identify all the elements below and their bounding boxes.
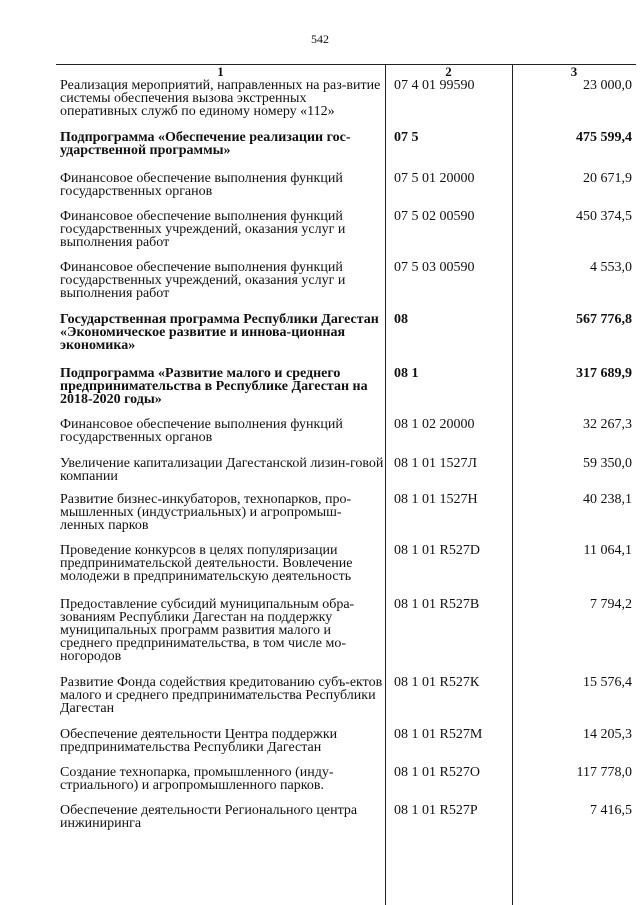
row-code: 08 1 01 R527D: [394, 543, 480, 558]
row-code: 07 5 03 00590: [394, 260, 475, 275]
row-amount: 4 553,0: [590, 260, 632, 275]
row-name: Обеспечение деятельности Регионального центра инжиниринга: [60, 803, 358, 831]
row-amount: 20 671,9: [583, 171, 632, 186]
row-name: Проведение конкурсов в целях популяризации предпринимательской деятельности. Вовлечение молодежи в предпринимательскую деятельность: [60, 543, 353, 584]
row-amount: 23 000,0: [583, 78, 632, 93]
row-amount: 475 599,4: [576, 130, 632, 145]
row-name: Создание технопарка, промышленного (инду-стриального) и агропромышленного парков.: [60, 765, 334, 793]
row-code: 08 1: [394, 366, 419, 381]
page-number: 542: [311, 32, 329, 46]
row-code: 08 1 01 1527Л: [394, 456, 477, 471]
row-name: Предоставление субсидий муниципальным обра-зованиям Республики Дагестан на поддержку муниципальных программ развития малого и среднего предпринимательства, в том числе мо-ногородов: [60, 597, 355, 664]
row-code: 08 1 01 R527О: [394, 765, 480, 780]
header-col-1: 1: [217, 64, 224, 79]
row-code: 08 1 01 R527К: [394, 675, 480, 690]
row-amount: 40 238,1: [583, 492, 632, 507]
row-amount: 117 778,0: [576, 765, 632, 780]
row-code: 08: [394, 312, 408, 327]
row-amount: 32 267,3: [583, 417, 632, 432]
row-name: Развитие Фонда содействия кредитованию субъ-ектов малого и среднего предпринимательства Республики Дагестан: [60, 675, 383, 716]
row-name: Реализация мероприятий, направленных на раз-витие системы обеспечения вызова экстренных оперативных служб по единому номеру «112»: [60, 78, 381, 119]
row-name: Финансовое обеспечение выполнения функций государственных учреждений, оказания услуг и выполнения работ: [60, 209, 346, 250]
row-code: 07 5: [394, 130, 419, 145]
row-amount: 11 064,1: [583, 543, 632, 558]
row-amount: 567 776,8: [576, 312, 632, 327]
row-name: Государственная программа Республики Дагестан «Экономическое развитие и иннова-ционная экономика»: [60, 312, 379, 353]
row-name: Подпрограмма «Обеспечение реализации гос-ударственной программы»: [60, 130, 351, 158]
row-code: 07 5 02 00590: [394, 209, 475, 224]
row-code: 08 1 01 R527М: [394, 727, 483, 742]
row-amount: 14 205,3: [583, 727, 632, 742]
row-name: Обеспечение деятельности Центра поддержки предпринимательства Республики Дагестан: [60, 727, 338, 755]
row-name: Финансовое обеспечение выполнения функций государственных учреждений, оказания услуг и выполнения работ: [60, 260, 346, 301]
row-amount: 450 374,5: [576, 209, 632, 224]
row-code: 08 1 02 20000: [394, 417, 475, 432]
row-code: 08 1 01 R527Р: [394, 803, 478, 818]
row-amount: 59 350,0: [583, 456, 632, 471]
row-code: 08 1 01 R527В: [394, 597, 480, 612]
row-amount: 15 576,4: [583, 675, 632, 690]
header-col-3: 3: [570, 64, 578, 79]
row-name: Увеличение капитализации Дагестанской лизин-говой компании: [60, 456, 384, 484]
row-name: Развитие бизнес-инкубаторов, технопарков, про-мышленных (индустриальных) и агропромыш-ленных парков: [60, 492, 352, 533]
row-name: Финансовое обеспечение выполнения функций государственных органов: [60, 171, 343, 199]
row-name: Финансовое обеспечение выполнения функций государственных органов: [60, 417, 343, 445]
row-code: 08 1 01 1527Н: [394, 492, 478, 507]
header-col-2: 2: [445, 64, 452, 79]
row-amount: 7 794,2: [590, 597, 632, 612]
row-amount: 317 689,9: [576, 366, 632, 381]
row-amount: 7 416,5: [590, 803, 632, 818]
row-code: 07 5 01 20000: [394, 171, 475, 186]
row-name: Подпрограмма «Развитие малого и среднего предпринимательства в Республике Дагестан на 2018-2020 годы»: [60, 366, 368, 407]
row-code: 07 4 01 99590: [394, 78, 475, 93]
